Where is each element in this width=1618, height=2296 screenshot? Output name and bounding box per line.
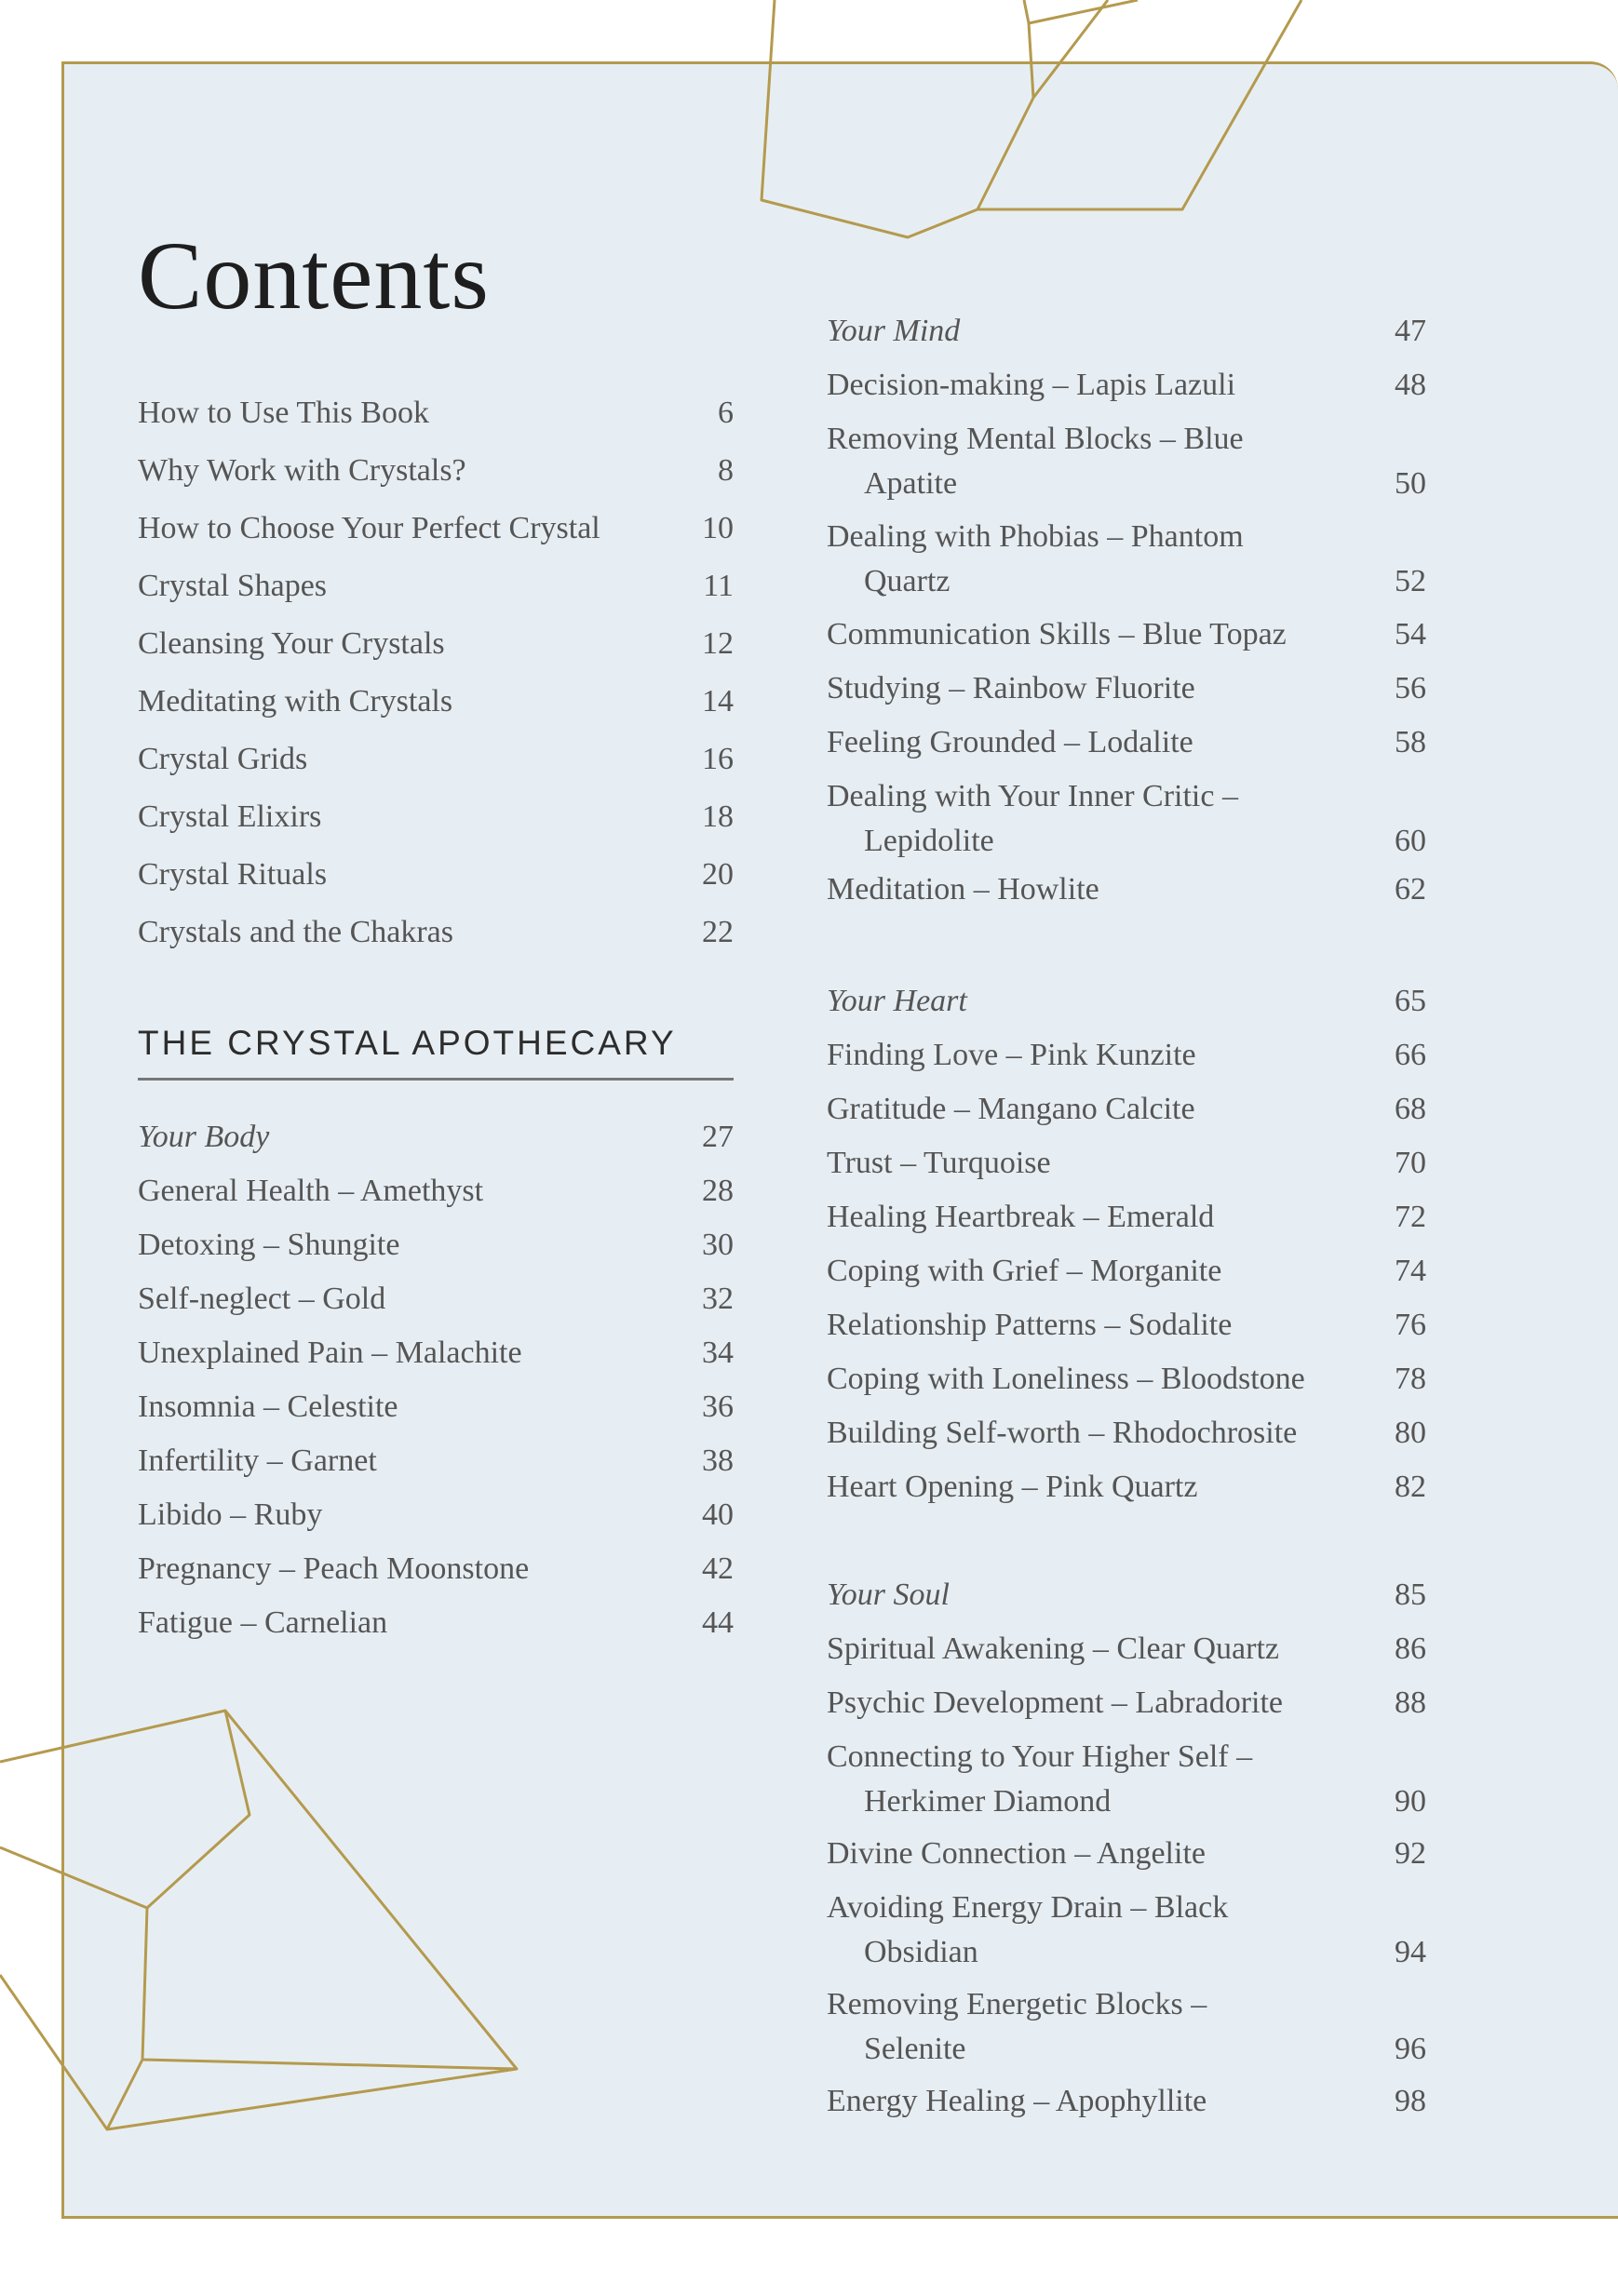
- apothecary-heading: THE CRYSTAL APOTHECARY: [138, 1024, 734, 1081]
- toc-entry[interactable]: Connecting to Your Higher Self – Herkimer Diamond 90: [827, 1739, 1426, 1819]
- toc-entry[interactable]: Removing Mental Blocks – Blue Apatite 50: [827, 422, 1426, 501]
- page-title: Contents: [138, 222, 490, 329]
- toc-entry[interactable]: Dealing with Phobias – Phantom Quartz 52: [827, 519, 1426, 598]
- toc-entry[interactable]: Removing Energetic Blocks – Selenite 96: [827, 1987, 1426, 2066]
- toc-entry[interactable]: Avoiding Energy Drain – Black Obsidian 94: [827, 1890, 1426, 1969]
- toc-entry[interactable]: Dealing with Your Inner Critic – Lepidolite 60: [827, 779, 1426, 858]
